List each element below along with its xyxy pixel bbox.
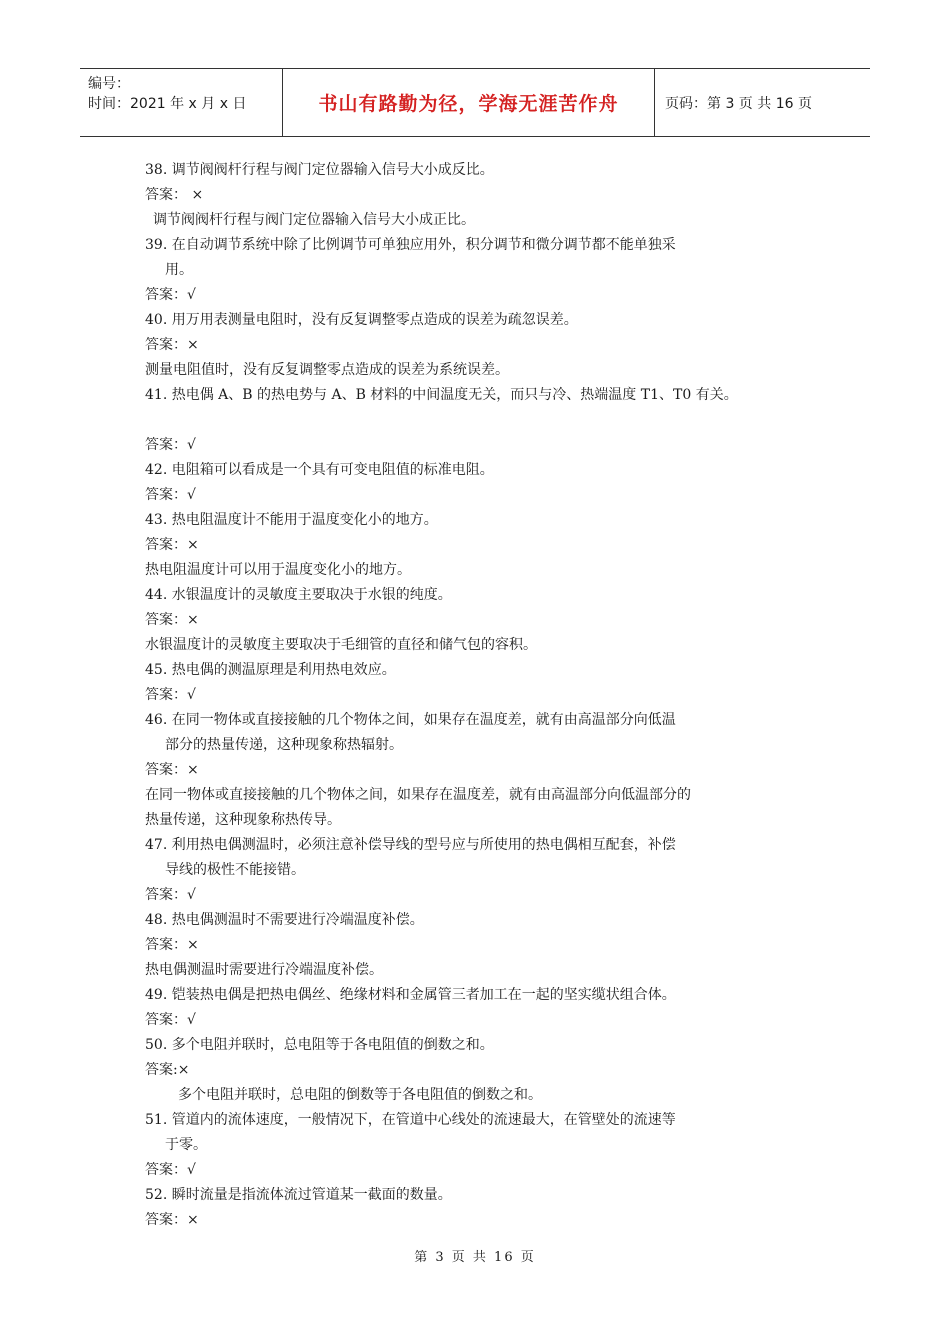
question-40: 40. 用万用表测量电阻时，没有反复调整零点造成的误差为疏忽误差。 (145, 312, 578, 328)
question-45: 45. 热电偶的测温原理是利用热电效应。 (145, 662, 396, 678)
correction-44: 水银温度计的灵敏度主要取决于毛细管的直径和储气包的容积。 (145, 637, 537, 653)
answer-47: 答案：√ (145, 887, 196, 903)
answer-44: 答案：× (145, 612, 199, 628)
answer-49: 答案：√ (145, 1012, 196, 1028)
correction-50: 多个电阻并联时，总电阻的倒数等于各电阻值的倒数之和。 (178, 1087, 542, 1103)
question-52: 52. 瞬时流量是指流体流过管道某一截面的数量。 (145, 1187, 452, 1203)
header-table (80, 68, 870, 137)
correction-38: 调节阀阀杆行程与阀门定位器输入信号大小成正比。 (153, 212, 475, 228)
doc-time-label: 时间：2021 年 x 月 x 日 (88, 96, 247, 112)
question-49: 49. 铠装热电偶是把热电偶丝、绝缘材料和金属管三者加工在一起的坚实缆状组合体。 (145, 987, 676, 1003)
question-47: 47. 利用热电偶测温时，必须注意补偿导线的型号应与所使用的热电偶相互配套，补偿 (145, 837, 676, 853)
question-38: 38. 调节阀阀杆行程与阀门定位器输入信号大小成反比。 (145, 162, 494, 178)
question-39: 39. 在自动调节系统中除了比例调节可单独应用外，积分调节和微分调节都不能单独采 (145, 237, 676, 253)
question-42: 42. 电阻箱可以看成是一个具有可变电阻值的标准电阻。 (145, 462, 494, 478)
question-51-cont: 于零。 (165, 1137, 207, 1153)
header-meta-cell (80, 69, 283, 136)
question-39-cont: 用。 (165, 262, 193, 278)
answer-46: 答案：× (145, 762, 199, 778)
header-page-info: 页码：第 3 页 共 16 页 (665, 95, 812, 112)
question-43: 43. 热电阻温度计不能用于温度变化小的地方。 (145, 512, 438, 528)
answer-45: 答案：√ (145, 687, 196, 703)
header-motto: 书山有路勤为径，学海无涯苦作舟 (283, 69, 655, 136)
answer-48: 答案：× (145, 937, 199, 953)
answer-51: 答案：√ (145, 1162, 196, 1178)
question-41: 41. 热电偶 A、B 的热电势与 A、B 材料的中间温度无关，而只与冷、热端温度 T1、T0 有关。 (145, 387, 738, 403)
answer-38: 答案： × (145, 187, 204, 203)
answer-40: 答案：× (145, 337, 199, 353)
correction-43: 热电阻温度计可以用于温度变化小的地方。 (145, 562, 411, 578)
question-51: 51. 管道内的流体速度，一般情况下，在管道中心线处的流速最大，在管壁处的流速等 (145, 1112, 676, 1128)
correction-48: 热电偶测温时需要进行冷端温度补偿。 (145, 962, 383, 978)
question-50: 50. 多个电阻并联时，总电阻等于各电阻值的倒数之和。 (145, 1037, 494, 1053)
question-44: 44. 水银温度计的灵敏度主要取决于水银的纯度。 (145, 587, 452, 603)
doc-number-label: 编号： (88, 76, 130, 92)
correction-40: 测量电阻值时，没有反复调整零点造成的误差为系统误差。 (145, 362, 509, 378)
page-footer: 第 3 页 共 16 页 (414, 1250, 536, 1265)
answer-42: 答案：√ (145, 487, 196, 503)
blank-line (145, 408, 845, 433)
question-46: 46. 在同一物体或直接接触的几个物体之间，如果存在温度差，就有由高温部分向低温 (145, 712, 676, 728)
question-48: 48. 热电偶测温时不需要进行冷端温度补偿。 (145, 912, 424, 928)
question-list (145, 158, 845, 1233)
answer-43: 答案：× (145, 537, 199, 553)
question-46-cont: 部分的热量传递，这种现象称热辐射。 (165, 737, 403, 753)
question-47-cont: 导线的极性不能接错。 (165, 862, 305, 878)
answer-41: 答案：√ (145, 437, 196, 453)
answer-39: 答案：√ (145, 287, 196, 303)
correction-46-cont: 热量传递，这种现象称热传导。 (145, 812, 341, 828)
answer-52: 答案：× (145, 1212, 199, 1228)
correction-46: 在同一物体或直接接触的几个物体之间，如果存在温度差，就有由高温部分向低温部分的 (145, 787, 691, 803)
answer-50: 答案:× (145, 1062, 190, 1078)
